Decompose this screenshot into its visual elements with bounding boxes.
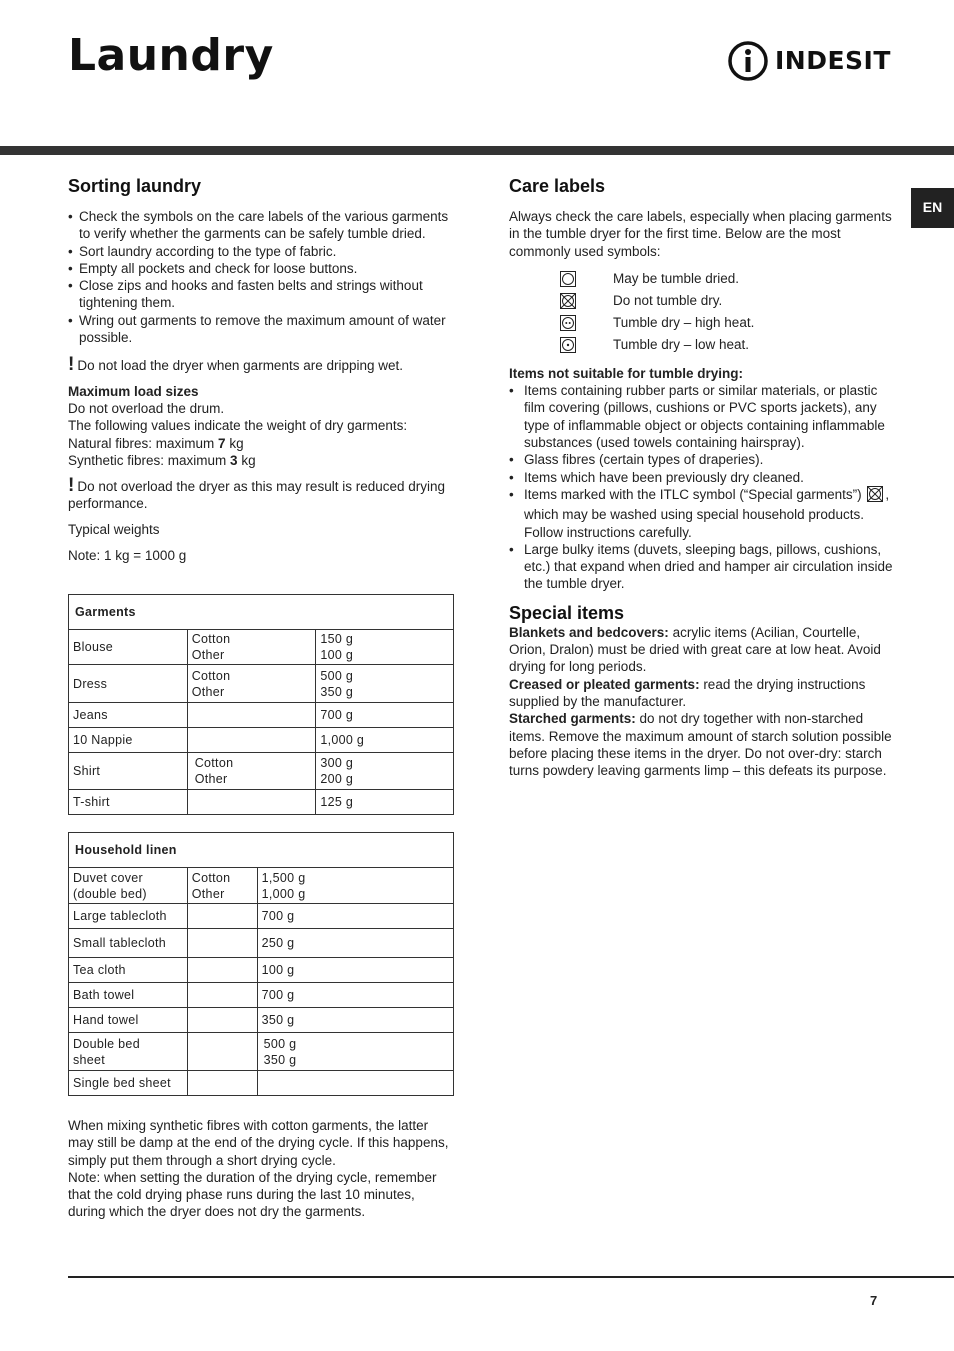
warning-icon: ! [68,475,75,497]
tumble-dry-low-heat-icon [560,337,576,353]
page-title: Laundry [68,30,274,81]
sorting-list [68,208,454,346]
special-item-starched: Starched garments: do not dry together with non-starched items. Remove the maximum amount of starch solution possible before placing these items in the dryer. Do not over-dry: starch turns powdery leaving garments limp – this defeats its purpose. [509,711,892,779]
table-row: 10 Nappie 1,000 g [69,728,454,753]
footer-divider [68,1276,954,1278]
list-item: • Wring out garments to remove the maximum amount of water possible. [68,312,454,347]
table-row: Jeans 700 g [69,703,454,728]
list-item: • Items marked with the ITLC symbol (“Special garments”) , which may be washed using special household products. Follow instructions carefully. [509,486,893,541]
table-header: Garments [69,595,454,630]
symbol-row: Do not tumble dry. [509,290,893,312]
list-item: • Large bulky items (duvets, sleeping bags, pillows, cushions, etc.) that expand when dried and hamper air circulation inside the tumble dryer. [509,541,893,593]
table-row: Bath towel 700 g [69,983,454,1008]
unsuitable-heading: Items not suitable for tumble drying: [509,365,744,381]
list-item: • Glass fibres (certain types of draperies). [509,451,893,468]
typical-weights-label: Typical weights [68,521,160,537]
linen-table [68,832,454,1096]
synthetic-fibres-line: Synthetic fibres: maximum 3 kg [68,452,256,468]
symbol-row: May be tumble dried. [509,268,893,290]
symbol-row: Tumble dry – low heat. [509,334,893,356]
sorting-heading: Sorting laundry [68,176,202,196]
unsuitable-list [509,382,893,593]
brand-logo [727,40,891,82]
warning-icon: ! [68,354,75,376]
warning-note: ! Do not overload the dryer as this may result is reduced drying performance. [68,475,446,512]
symbol-list [509,268,893,356]
max-load-line: Do not overload the drum. [68,400,225,416]
page-number: 7 [870,1293,878,1308]
table-header: Household linen [69,833,454,868]
itlc-special-garments-icon [867,486,883,506]
list-item: • Sort laundry according to the type of fabric. [68,243,454,260]
header-divider [0,146,954,155]
garments-table [68,594,454,815]
mixing-note: When mixing synthetic fibres with cotton garments, the latter may still be damp at the end of the drying cycle. If this happens, simply put them through a short drying cycle. Note: when setting the duration of the drying cycle, remember that the cold drying phase runs during the last 10 minutes, during which the dryer does not dry the garments. [68,1118,449,1220]
table-row: Double bed sheet 500 g 350 g [69,1033,454,1071]
special-item-blankets: Blankets and bedcovers: acrylic items (Acilian, Courtelle, Orion, Dralon) must be dried with great care at low heat. Avoid drying for long periods. [509,624,881,675]
care-labels-intro: Always check the care labels, especially when placing garments in the tumble dryer for the first time. Below are the most commonly used symbols: [509,209,892,259]
natural-fibres-line: Natural fibres: maximum 7 kg [68,435,244,451]
indesit-logo-icon [727,40,769,82]
sorting-section [68,175,454,564]
table-row: Hand towel 350 g [69,1008,454,1033]
tumble-dry-icon [560,271,576,287]
table-row: Duvet cover (double bed) Cotton Other 1,500 g 1,000 g [69,868,454,904]
table-row: Blouse Cotton Other 150 g 100 g [69,630,454,665]
language-tab: EN [911,188,954,228]
brand-name: INDESIT [775,46,891,76]
warning-note: ! Do not load the dryer when garments are dripping wet. [68,354,404,376]
tumble-dry-high-heat-icon [560,315,576,331]
list-item: • Check the symbols on the care labels of the various garments to verify whether the garments can be safely tumble dried. [68,208,454,243]
table-row: T-shirt 125 g [69,790,454,815]
table-row: Tea cloth 100 g [69,958,454,983]
note-label: Note: 1 kg = 1000 g [68,548,187,564]
special-items-heading: Special items [509,602,625,623]
special-item-creased: Creased or pleated garments: read the drying instructions supplied by the manufacturer. [509,676,866,709]
table-row: Shirt Cotton Other 300 g 200 g [69,753,454,790]
max-load-line: The following values indicate the weight of dry garments: [68,418,408,434]
table-row: Single bed sheet [69,1071,454,1096]
list-item: • Items containing rubber parts or similar materials, or plastic film covering (pillows, cushions or PVC sports jackets), any type of inflammable object or objects containing inflammable substances (used towels containing hairspray). [509,382,893,451]
max-load-heading: Maximum load sizes [68,383,199,399]
table-row: Small tablecloth 250 g [69,929,454,958]
list-item: • Items which have been previously dry cleaned. [509,469,893,486]
care-labels-heading: Care labels [509,176,606,196]
symbol-row: Tumble dry – high heat. [509,312,893,334]
table-row: Dress Cotton Other 500 g 350 g [69,665,454,703]
list-item: • Close zips and hooks and fasten belts and strings without tightening them. [68,277,454,312]
do-not-tumble-dry-icon [560,293,576,309]
table-row: Large tablecloth 700 g [69,904,454,929]
list-item: • Empty all pockets and check for loose buttons. [68,260,454,277]
care-labels-section [509,175,893,779]
